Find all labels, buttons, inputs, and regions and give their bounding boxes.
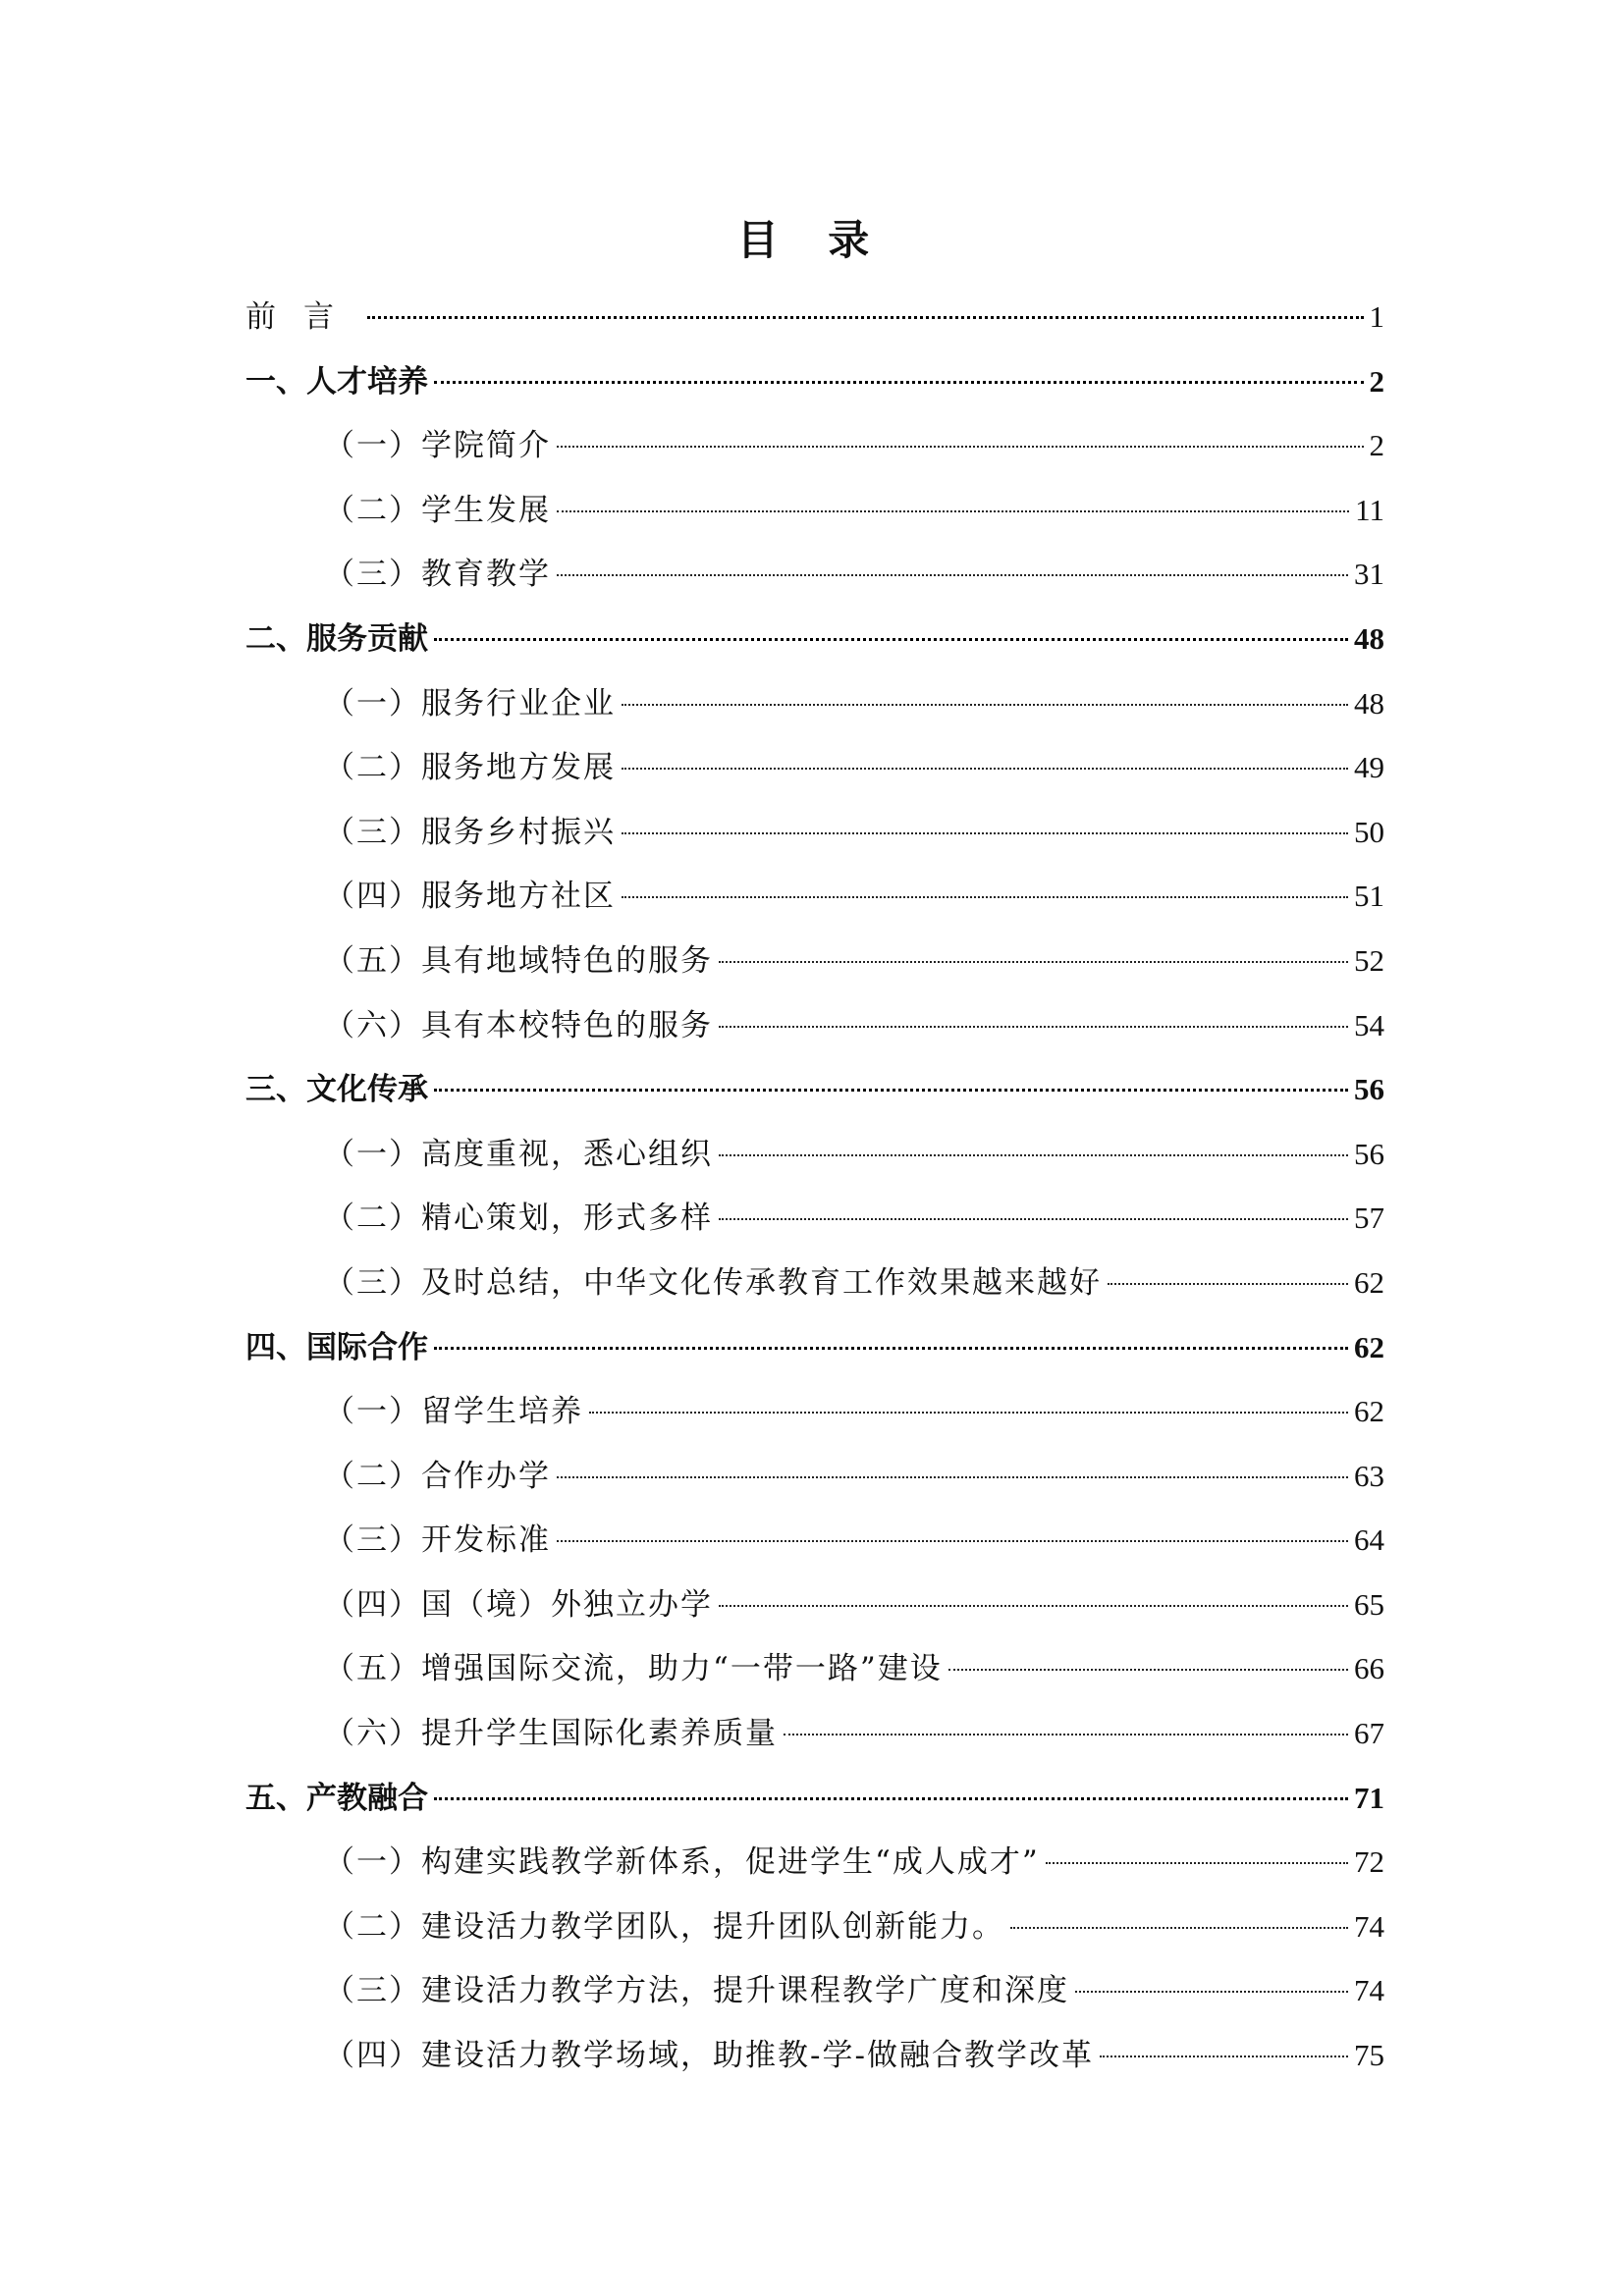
toc-subsection-entry[interactable]	[245, 1830, 1384, 1895]
toc-page-number: 48	[1354, 620, 1384, 656]
toc-dot-leader	[434, 1347, 1348, 1350]
table-of-contents	[245, 285, 1384, 2088]
toc-dot-leader	[719, 961, 1348, 963]
toc-dot-leader	[948, 1669, 1348, 1671]
toc-subsection-entry[interactable]	[245, 1508, 1384, 1573]
toc-subsection-entry[interactable]	[245, 1701, 1384, 1766]
toc-entry-label: （一）留学生培养	[324, 1394, 583, 1430]
toc-entry-label: （二）学生发展	[324, 492, 551, 528]
toc-entry-label: （四）国（境）外独立办学	[324, 1586, 713, 1623]
toc-page-number: 48	[1354, 685, 1384, 721]
toc-entry-label: （五）具有地域特色的服务	[324, 942, 713, 979]
toc-page-number: 1	[1369, 299, 1384, 334]
toc-page-number: 67	[1354, 1716, 1384, 1751]
toc-subsection-entry[interactable]	[245, 1895, 1384, 1959]
toc-dot-leader	[1046, 1862, 1348, 1864]
toc-section-entry[interactable]	[245, 1766, 1384, 1831]
toc-page-number: 74	[1354, 1908, 1384, 1944]
toc-entry-label: （一）学院简介	[324, 428, 551, 464]
toc-subsection-entry[interactable]	[245, 542, 1384, 607]
toc-dot-leader	[557, 510, 1349, 512]
toc-dot-leader	[719, 1154, 1348, 1156]
toc-page-number: 2	[1369, 363, 1384, 399]
toc-page-number: 52	[1354, 942, 1384, 978]
toc-subsection-entry[interactable]	[245, 413, 1384, 478]
toc-page-number: 57	[1354, 1201, 1384, 1236]
toc-entry-label: （一）高度重视，悉心组织	[324, 1136, 713, 1172]
toc-entry-label: 前言	[245, 299, 361, 335]
toc-dot-leader	[622, 832, 1348, 834]
toc-entry-label: （三）开发标准	[324, 1522, 551, 1559]
toc-entry-label: （一）服务行业企业	[324, 685, 616, 721]
toc-entry-label: 一、人才培养	[245, 363, 428, 400]
toc-dot-leader	[434, 1089, 1348, 1092]
toc-dot-leader	[434, 1797, 1348, 1800]
toc-page-number: 72	[1354, 1844, 1384, 1880]
toc-page-number: 64	[1354, 1522, 1384, 1558]
toc-entry-label: （三）服务乡村振兴	[324, 814, 616, 850]
toc-dot-leader	[557, 446, 1364, 448]
toc-entry-label: 三、文化传承	[245, 1072, 428, 1108]
toc-page-number: 51	[1354, 879, 1384, 914]
toc-entry-label: 二、服务贡献	[245, 620, 428, 657]
toc-page-number: 50	[1354, 814, 1384, 849]
toc-section-entry[interactable]	[245, 285, 1384, 349]
toc-entry-label: 四、国际合作	[245, 1329, 428, 1365]
toc-subsection-entry[interactable]	[245, 993, 1384, 1058]
toc-entry-label: 五、产教融合	[245, 1780, 428, 1816]
toc-entry-label: （六）具有本校特色的服务	[324, 1007, 713, 1043]
toc-page-number: 74	[1354, 1973, 1384, 2008]
toc-dot-leader	[622, 704, 1348, 706]
toc-page-number: 66	[1354, 1651, 1384, 1686]
toc-dot-leader	[719, 1605, 1348, 1607]
toc-entry-label: （六）提升学生国际化素养质量	[324, 1716, 778, 1752]
toc-dot-leader	[589, 1412, 1348, 1414]
toc-page-number: 49	[1354, 750, 1384, 785]
toc-page-number: 11	[1355, 492, 1384, 527]
toc-subsection-entry[interactable]	[245, 735, 1384, 800]
toc-section-entry[interactable]	[245, 1057, 1384, 1122]
toc-subsection-entry[interactable]	[245, 1958, 1384, 2023]
toc-subsection-entry[interactable]	[245, 671, 1384, 736]
toc-subsection-entry[interactable]	[245, 2023, 1384, 2088]
toc-dot-leader	[367, 316, 1364, 319]
toc-section-entry[interactable]	[245, 349, 1384, 414]
toc-entry-label: （五）增强国际交流，助力“一带一路”建设	[324, 1651, 943, 1687]
toc-page-number: 31	[1354, 557, 1384, 592]
toc-subsection-entry[interactable]	[245, 864, 1384, 929]
toc-subsection-entry[interactable]	[245, 1636, 1384, 1701]
toc-dot-leader	[1108, 1283, 1348, 1285]
toc-dot-leader	[434, 638, 1348, 641]
toc-entry-label: （三）教育教学	[324, 557, 551, 593]
toc-page-number: 54	[1354, 1007, 1384, 1042]
toc-dot-leader	[1100, 2056, 1348, 2057]
toc-section-entry[interactable]	[245, 1315, 1384, 1380]
toc-dot-leader	[622, 768, 1348, 770]
toc-dot-leader	[784, 1734, 1348, 1735]
toc-entry-label: （一）构建实践教学新体系，促进学生“成人成才”	[324, 1844, 1040, 1881]
toc-entry-label: （四）建设活力教学场域，助推教-学-做融合教学改革	[324, 2038, 1094, 2074]
toc-dot-leader	[434, 381, 1364, 384]
toc-page-number: 75	[1354, 2038, 1384, 2073]
toc-entry-label: （二）服务地方发展	[324, 750, 616, 786]
toc-subsection-entry[interactable]	[245, 1186, 1384, 1251]
toc-entry-label: （四）服务地方社区	[324, 879, 616, 915]
toc-page-number: 62	[1354, 1264, 1384, 1300]
toc-subsection-entry[interactable]	[245, 1444, 1384, 1509]
toc-entry-label: （二）精心策划，形式多样	[324, 1201, 713, 1237]
toc-page-number: 71	[1354, 1780, 1384, 1815]
toc-dot-leader	[719, 1218, 1348, 1220]
toc-section-entry[interactable]	[245, 607, 1384, 671]
toc-page-number: 56	[1354, 1136, 1384, 1171]
toc-subsection-entry[interactable]	[245, 1251, 1384, 1315]
toc-dot-leader	[1010, 1927, 1348, 1929]
toc-subsection-entry[interactable]	[245, 1379, 1384, 1444]
toc-dot-leader	[719, 1026, 1348, 1028]
toc-page-number: 2	[1369, 428, 1384, 463]
toc-subsection-entry[interactable]	[245, 800, 1384, 865]
toc-entry-label: （三）及时总结，中华文化传承教育工作效果越来越好	[324, 1264, 1102, 1301]
toc-subsection-entry[interactable]	[245, 1122, 1384, 1187]
toc-page-number: 56	[1354, 1072, 1384, 1107]
toc-page-number: 63	[1354, 1458, 1384, 1493]
toc-entry-label: （二）合作办学	[324, 1458, 551, 1494]
toc-subsection-entry[interactable]	[245, 478, 1384, 543]
toc-dot-leader	[622, 896, 1348, 898]
toc-page-number: 62	[1354, 1394, 1384, 1429]
toc-dot-leader	[1075, 1991, 1348, 1993]
toc-dot-leader	[557, 574, 1348, 576]
page-title: 目 录	[736, 216, 888, 264]
toc-subsection-entry[interactable]	[245, 1573, 1384, 1637]
toc-page-number: 65	[1354, 1586, 1384, 1622]
toc-dot-leader	[557, 1540, 1348, 1542]
toc-entry-label: （二）建设活力教学团队，提升团队创新能力。	[324, 1908, 1004, 1945]
toc-page-number: 62	[1354, 1329, 1384, 1364]
toc-entry-label: （三）建设活力教学方法，提升课程教学广度和深度	[324, 1973, 1069, 2009]
toc-subsection-entry[interactable]	[245, 929, 1384, 993]
toc-dot-leader	[557, 1476, 1348, 1478]
